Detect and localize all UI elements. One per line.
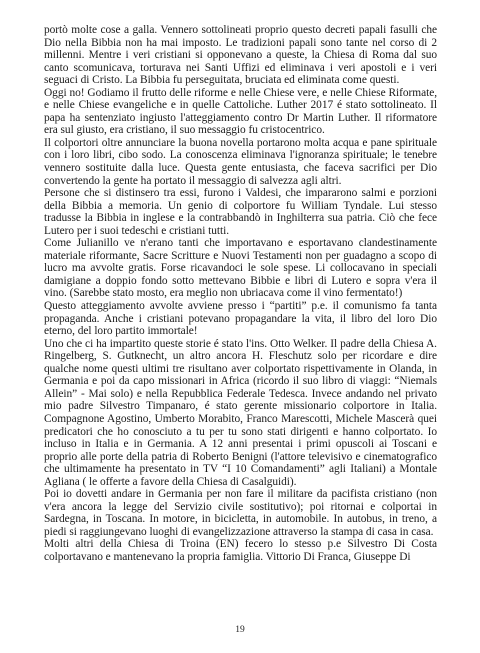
page-number: 19: [235, 625, 245, 635]
paragraph: Uno che ci ha impartito queste storie é stato l'ins. Otto Welker. Il padre della Chiesa A. Ringelberg, S. Gutknecht, un altro ancora H. Fleschutz solo per ricordare e dire qualche nome questi ultimi tre risultano aver colportato rispettivamente in Olanda, in Germania e poi da capo missionari in Africa (ricordo il suo libro di viaggi: “Niemals Allein” - Mai solo) e nella Repubblica Federale Tedesca. Invece andando nel privato mio padre Silvestro Timpanaro, é stato gerente missionario colportore in Italia. Compagnone Agostino, Umberto Morabito, Franco Marescotti, Michele Mascerà quei predicatori che ho conosciuto a tu per tu sono stati dirigenti e hanno colportato. Io incluso in Italia e in Germania. A 12 anni presentai i primi opuscoli ai Toscani e proprio alle porte della patria di Roberto Benigni (l'attore televisivo e cinematografico che ultimamente ha presentato in TV “I 10 Comandamenti” agli Italiani) a Montale Agliana ( le offerte a favore della Chiesa di Casalguidi).: [44, 337, 437, 488]
paragraph: Il colportori oltre annunciare la buona novella portarono molta acqua e pane spirituale con i loro libri, cibo sodo. La conoscenza eliminava l'ignoranza spirituale; le tenebre vennero sostituite dalla luce. Questa gente entusiasta, che faceva sacrifici per Dio convertendo la gente ha portato il messaggio di salvezza agli altri.: [44, 136, 437, 187]
paragraph: Molti altri della Chiesa di Troina (EN) fecero lo stesso p.e Silvestro Di Costa colportavano e mantenevano la propria famiglia. Vittorio Di Franca, Giuseppe Di: [44, 538, 437, 563]
body-text: [44, 24, 437, 564]
paragraph: Come Julianillo ve n'erano tanti che importavano e esportavano clandestinamente materiale riformante, Sacre Scritture e Nuovi Testamenti non per guadagno a scopo di lucro ma avvolte gratis. Forse ricavandoci le sole spese. Li collocavano in speciali damigiane a doppio fondo sotto mettevano Bibbie e libri di Lutero e sopra v'era il vino. (Sarebbe stato mosto, era meglio non ubriacava come il vino fermentato!): [44, 237, 437, 300]
paragraph: Poi io dovetti andare in Germania per non fare il militare da pacifista cristiano (non v'era ancora la legge del Servizio civile sostitutivo); poi ritornai e colportai in Sardegna, in Toscana. In motore, in bicicletta, in automobile. In autobus, in treno, a piedi si raggiungevano luoghi di evangelizzazione attraverso la stampa di casa in casa.: [44, 488, 437, 538]
paragraph: Questo atteggiamento avvolte avviene presso i “partiti” p.e. il comunismo fa tanta propaganda. Anche i cristiani potevano propagandare la vita, il libro del loro Dio eterno, del loro partito immortale!: [44, 300, 437, 338]
paragraph: Oggi no! Godiamo il frutto delle riforme e nelle Chiese vere, e nelle Chiese Riformate, e nelle Chiese evangeliche e in quelle Cattoliche. Luther 2017 é stato sottolineato. Il papa ha sentenziato ingiusto l'atteggiamento contro Dr Martin Luther. Il riformatore era sul giusto, era cristiano, il suo messaggio fu cristocentrico.: [44, 86, 437, 137]
paragraph: Persone che si distinsero tra essi, furono i Valdesi, che impararono salmi e porzioni della Bibbia a memoria. Un genio di colportore fu William Tyndale. Lui stesso tradusse la Bibbia in inglese e la contrabbandò in Inghilterra sua patria. Ciò che fece Lutero per i suoi tedeschi e cristiani tutti.: [44, 187, 437, 237]
paragraph: portò molte cose a galla. Vennero sottolineati proprio questo decreti papali fasulli che Dio nella Bibbia non ha mai imposto. Le tradizioni papali sono tante nel corso di 2 millenni. Mentre i veri cristiani si opponevano a queste, la Chiesa di Roma dal suo canto scomunicava, torturava nei Santi Uffizi ed eliminava i veri apostoli e i veri seguaci di Cristo. La Bibbia fu perseguitata, bruciata ed eliminata come questi.: [44, 24, 437, 87]
